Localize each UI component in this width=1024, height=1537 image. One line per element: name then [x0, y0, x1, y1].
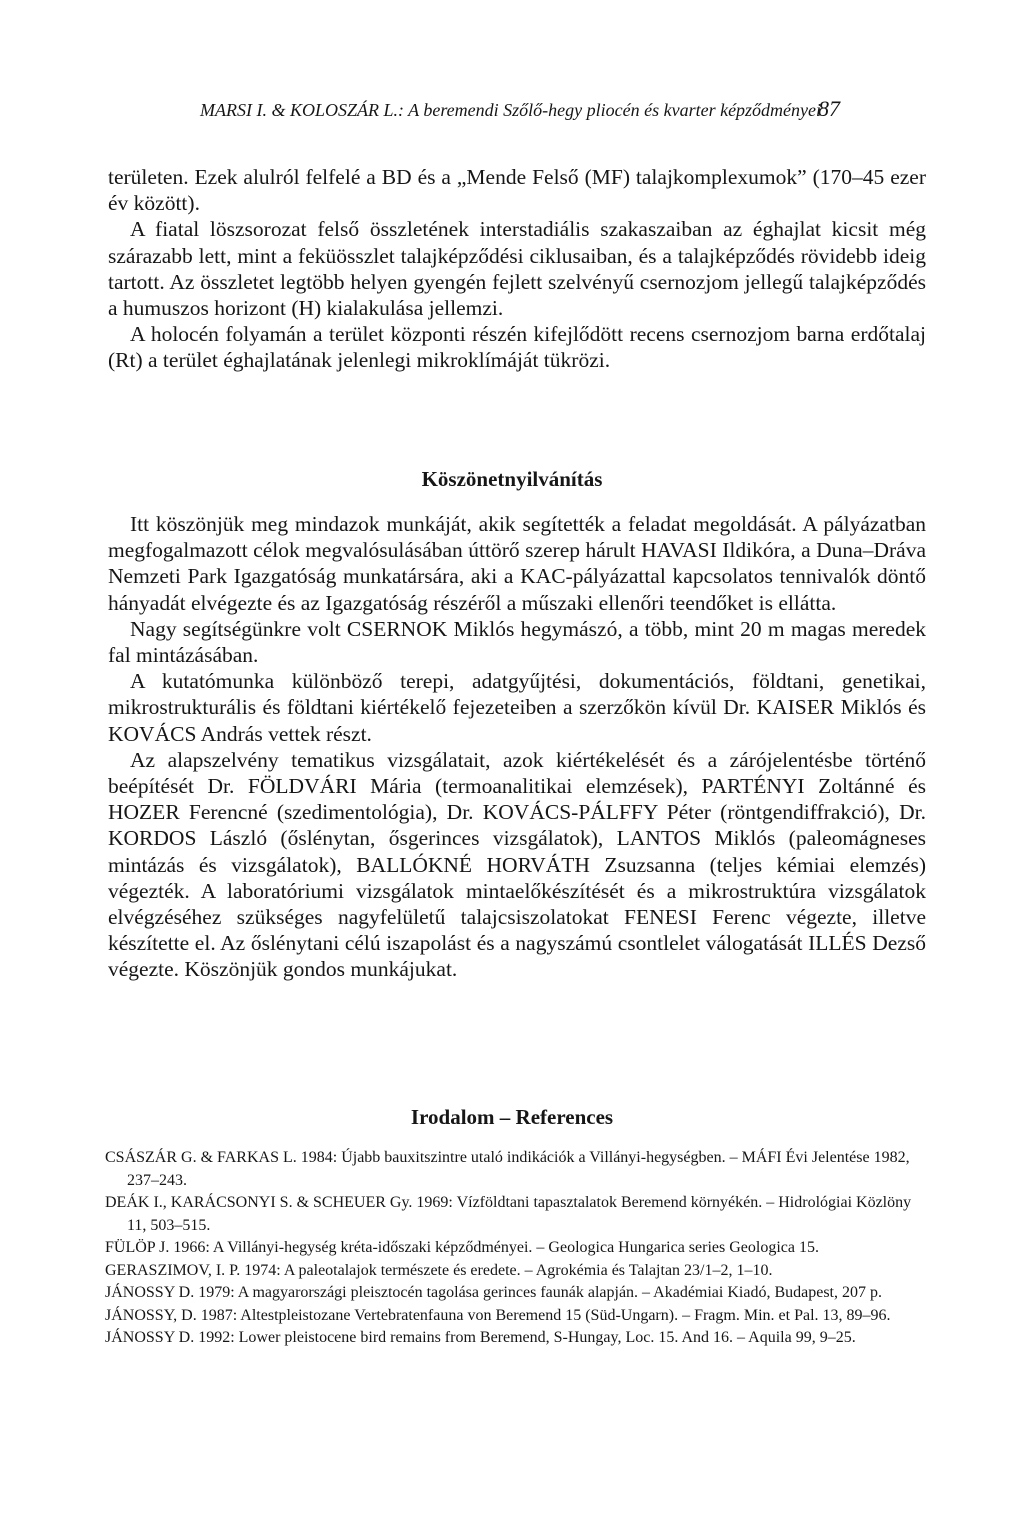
- acknowledgements-title: Köszönetnyilvánítás: [421, 467, 603, 491]
- reference-item: JÁNOSSY D. 1979: A magyarországi pleisztocén tagolása gerinces faunák alapján. – Akadémiai Kiadó, Budapest, 207 p.: [105, 1284, 882, 1301]
- reference-list: [105, 1147, 927, 1350]
- intro-paragraph-3: A holocén folyamán a terület központi részén kifejlődött recens csernozjom barna erdőtalaj (Rt) a terület éghajlatának jelenlegi mikroklímáját tükrözi.: [108, 322, 926, 373]
- acknowledgements-section: [108, 511, 926, 983]
- acknowledgements-paragraph-3: A kutatómunka különböző terepi, adatgyűjtési, dokumentációs, földtani, genetikai, mikrostrukturális és földtani kiértékelő fejezeteiben a szerzőkön kívül Dr. KAISER Miklós és KOVÁCS András vettek részt.: [108, 669, 926, 746]
- intro-paragraph-2: A fiatal löszsorozat felső összletének interstadiális szakaszaiban az éghajlat kicsit még szárazabb lett, mint a feküösszlet talajképződési ciklusaiban, és a talajképződés rövidebb ideig tartott. Az összletet legtöbb helyen gyengén fejlett szelvényű csernozjom jellegű talajképződés a humuszos horizont (H) kialakulása jellemzi.: [108, 217, 926, 321]
- page-number: 87: [818, 96, 840, 121]
- intro-section: [108, 164, 926, 374]
- acknowledgements-paragraph-2: Nagy segítségünkre volt CSERNOK Miklós hegymászó, a több, mint 20 m magas meredek fal mintázásában.: [108, 616, 926, 668]
- references-title: Irodalom – References: [410, 1105, 614, 1129]
- reference-item: JÁNOSSY, D. 1987: Altestpleistozane Vertebratenfauna von Beremend 15 (Süd-Ungarn). – Fragm. Min. et Pal. 13, 89–96.: [105, 1306, 891, 1324]
- header-title: MARSI I. & KOLOSZÁR L.: A beremendi Szőlő-hegy pliocén és kvarter képződményei: [200, 100, 822, 120]
- acknowledgements-paragraph-4: Az alapszelvény tematikus vizsgálatait, azok kiértékelését és a zárójelentésbe történő beépítését Dr. FÖLDVÁRI Mária (termoanalitikai elemzések), PARTÉNYI Zoltánné és HOZER Ferencné (szedimentológia), Dr. KOVÁCS-PÁLFFY Péter (röntgendiffrakció), Dr. KORDOS László (őslénytan, ősgerinces vizsgálatok), LANTOS Miklós (paleomágneses mintázás és vizsgálatok), BALLÓKNÉ HORVÁTH Zsuzsanna (teljes kémiai elemzés) végezték. A laboratóriumi vizsgálatok mintaelőkészítését és a mikrostruktúra vizsgálatok elvégzéséhez szükséges nagyfelületű talajcsiszolatokat FENESI Ferenc végezte, illetve készítette el. Az őslénytani célú iszapolást és a nagyszámú csontlelet válogatását ILLÉS Dezső végezte. Köszönjük gondos munkájukat.: [108, 747, 926, 982]
- reference-item: CSÁSZÁR G. & FARKAS L. 1984: Újabb bauxitszintre utaló indikációk a Villányi-hegységben. – MÁFI Évi Jelentése 1982, 237–243.: [105, 1149, 910, 1189]
- reference-item: JÁNOSSY D. 1992: Lower pleistocene bird remains from Beremend, S-Hungay, Loc. 15. And 16. – Aquila 99, 9–25.: [105, 1329, 856, 1346]
- reference-item: DEÁK I., KARÁCSONYI S. & SCHEUER Gy. 1969: Vízföldtani tapasztalatok Beremend környékén. – Hidrológiai Közlöny 11, 503–515.: [105, 1194, 912, 1234]
- running-header: [200, 96, 840, 130]
- reference-item: FÜLÖP J. 1966: A Villányi-hegység kréta-időszaki képződményei. – Geologica Hungarica series Geologica 15.: [105, 1239, 819, 1256]
- intro-paragraph-1: területen. Ezek alulról felfelé a BD és a „Mende Felső (MF) talajkomplexumok” (170–45 ezer év között).: [108, 165, 926, 216]
- acknowledgements-paragraph-1: Itt köszönjük meg mindazok munkáját, akik segítették a feladat megoldását. A pályázatban megfogalmazott célok megvalósulásában úttörő szerep hárult HAVASI Ildikóra, a Duna–Dráva Nemzeti Park Igazgatóság munkatársára, aki a KAC-pályázattal kapcsolatos tennivalók döntő hányadát elvégezte és az Igazgatóság részéről a műszaki ellenőri teendőket is ellátta.: [108, 512, 926, 615]
- reference-item: GERASZIMOV, I. P. 1974: A paleotalajok természete és eredete. – Agrokémia és Talajtan 23/1–2, 1–10.: [105, 1261, 773, 1279]
